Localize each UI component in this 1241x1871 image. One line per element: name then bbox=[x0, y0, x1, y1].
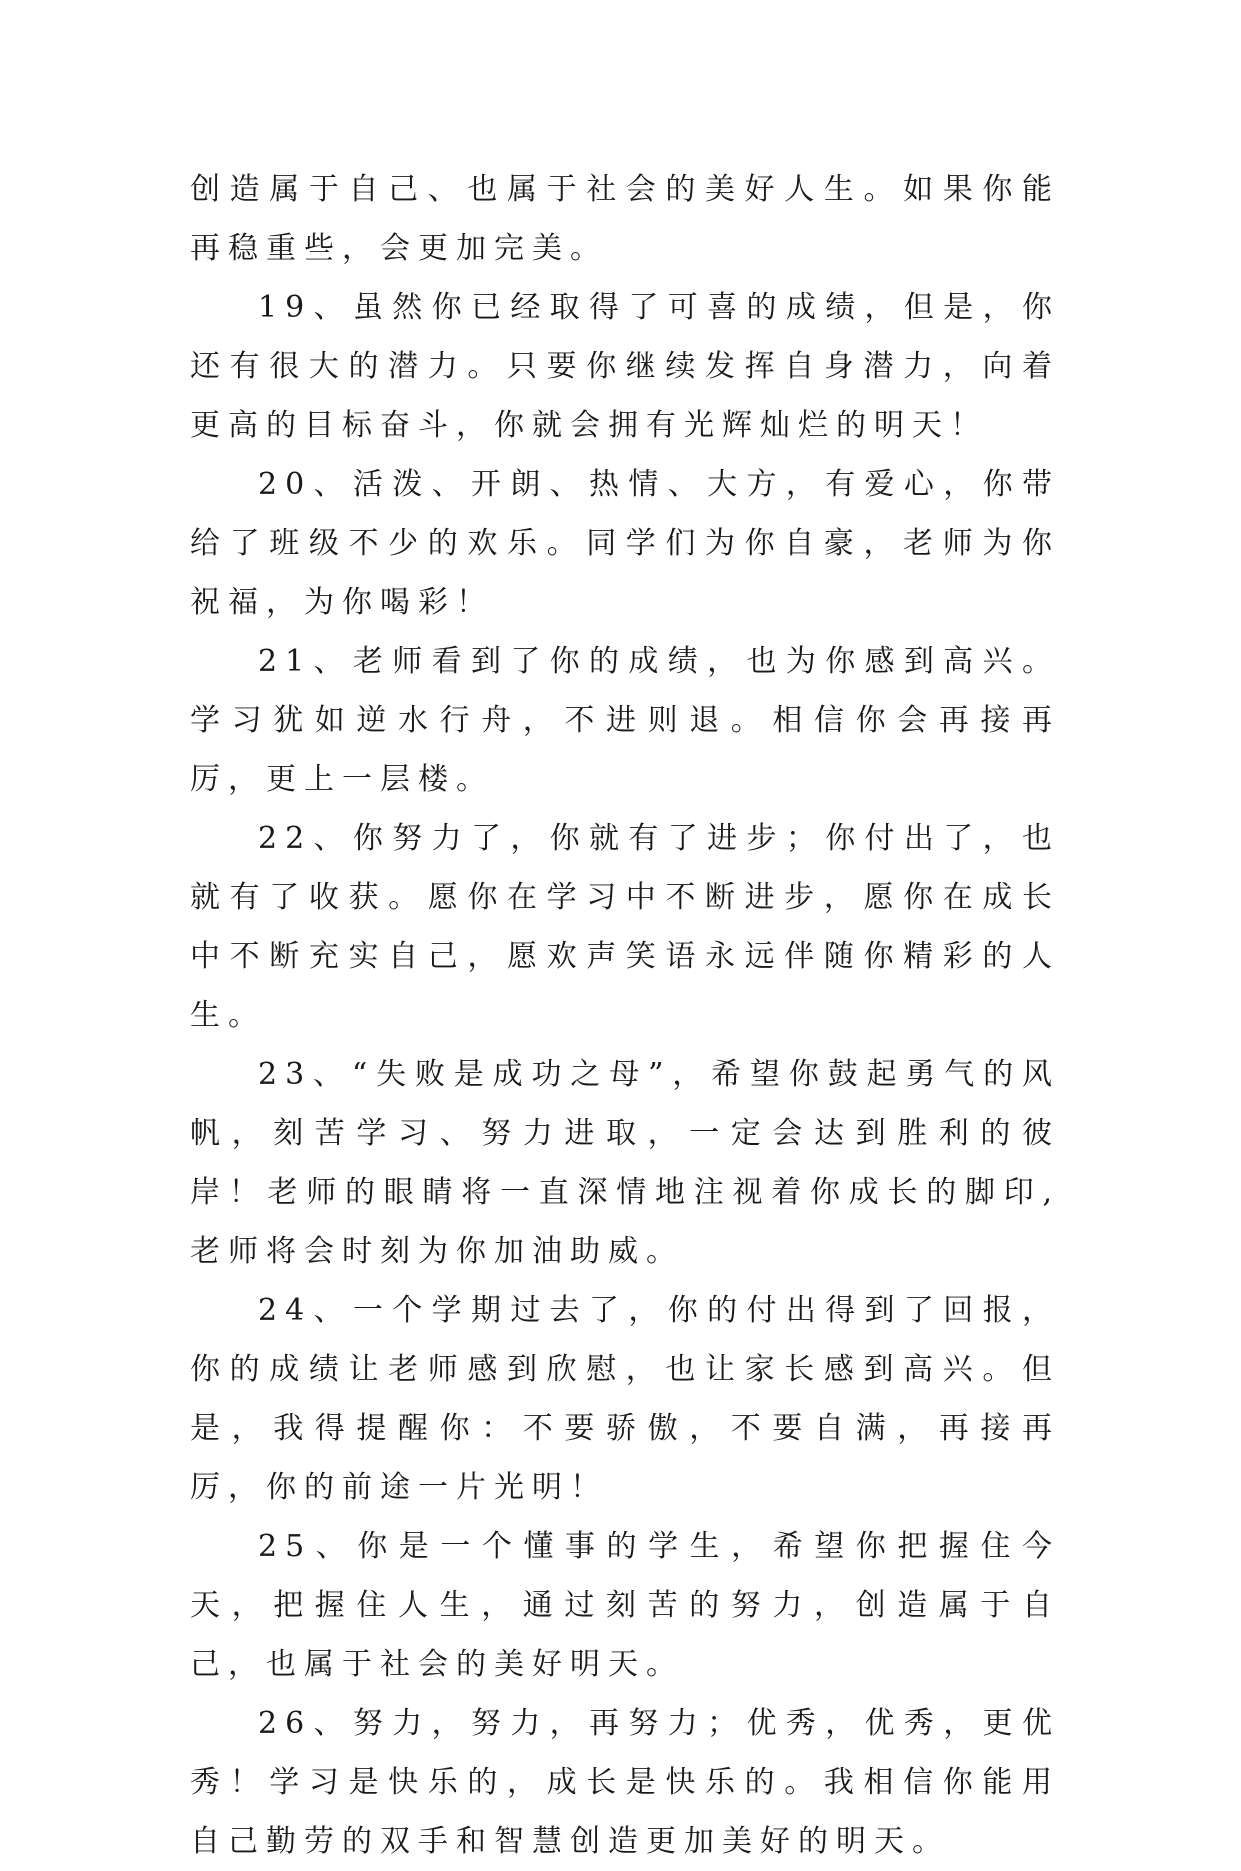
paragraph-23: 23、“失败是成功之母”，希望你鼓起勇气的风帆，刻苦学习、努力进取，一定会达到胜利的彼岸！老师的眼睛将一直深情地注视着你成长的脚印,老师将会时刻为你加油助威。 bbox=[190, 1057, 1060, 1269]
paragraph-26: 26、努力，努力，再努力；优秀，优秀，更优秀！学习是快乐的，成长是快乐的。我相信你能用自己勤劳的双手和智慧创造更加美好的明天。 bbox=[190, 1706, 1060, 1859]
paragraph-19: 19、虽然你已经取得了可喜的成绩，但是，你还有很大的潜力。只要你继续发挥自身潜力，向着更高的目标奋斗，你就会拥有光辉灿烂的明天！ bbox=[190, 290, 1060, 443]
paragraph-22: 22、你努力了，你就有了进步；你付出了，也就有了收获。愿你在学习中不断进步，愿你在成长中不断充实自己，愿欢声笑语永远伴随你精彩的人生。 bbox=[190, 821, 1060, 1033]
paragraph-24: 24、一个学期过去了，你的付出得到了回报，你的成绩让老师感到欣慰，也让家长感到高兴。但是，我得提醒你：不要骄傲，不要自满，再接再厉，你的前途一片光明！ bbox=[190, 1293, 1060, 1505]
paragraph-continuation: 创造属于自己、也属于社会的美好人生。如果你能再稳重些，会更加完美。 bbox=[190, 172, 1060, 266]
paragraph-25: 25、你是一个懂事的学生，希望你把握住今天，把握住人生，通过刻苦的努力，创造属于自己，也属于社会的美好明天。 bbox=[190, 1529, 1060, 1682]
paragraph-21: 21、老师看到了你的成绩，也为你感到高兴。学习犹如逆水行舟，不进则退。相信你会再接再厉，更上一层楼。 bbox=[190, 644, 1060, 797]
paragraph-20: 20、活泼、开朗、热情、大方，有爱心，你带给了班级不少的欢乐。同学们为你自豪，老师为你祝福，为你喝彩！ bbox=[190, 467, 1060, 620]
document-body bbox=[190, 160, 1060, 1871]
